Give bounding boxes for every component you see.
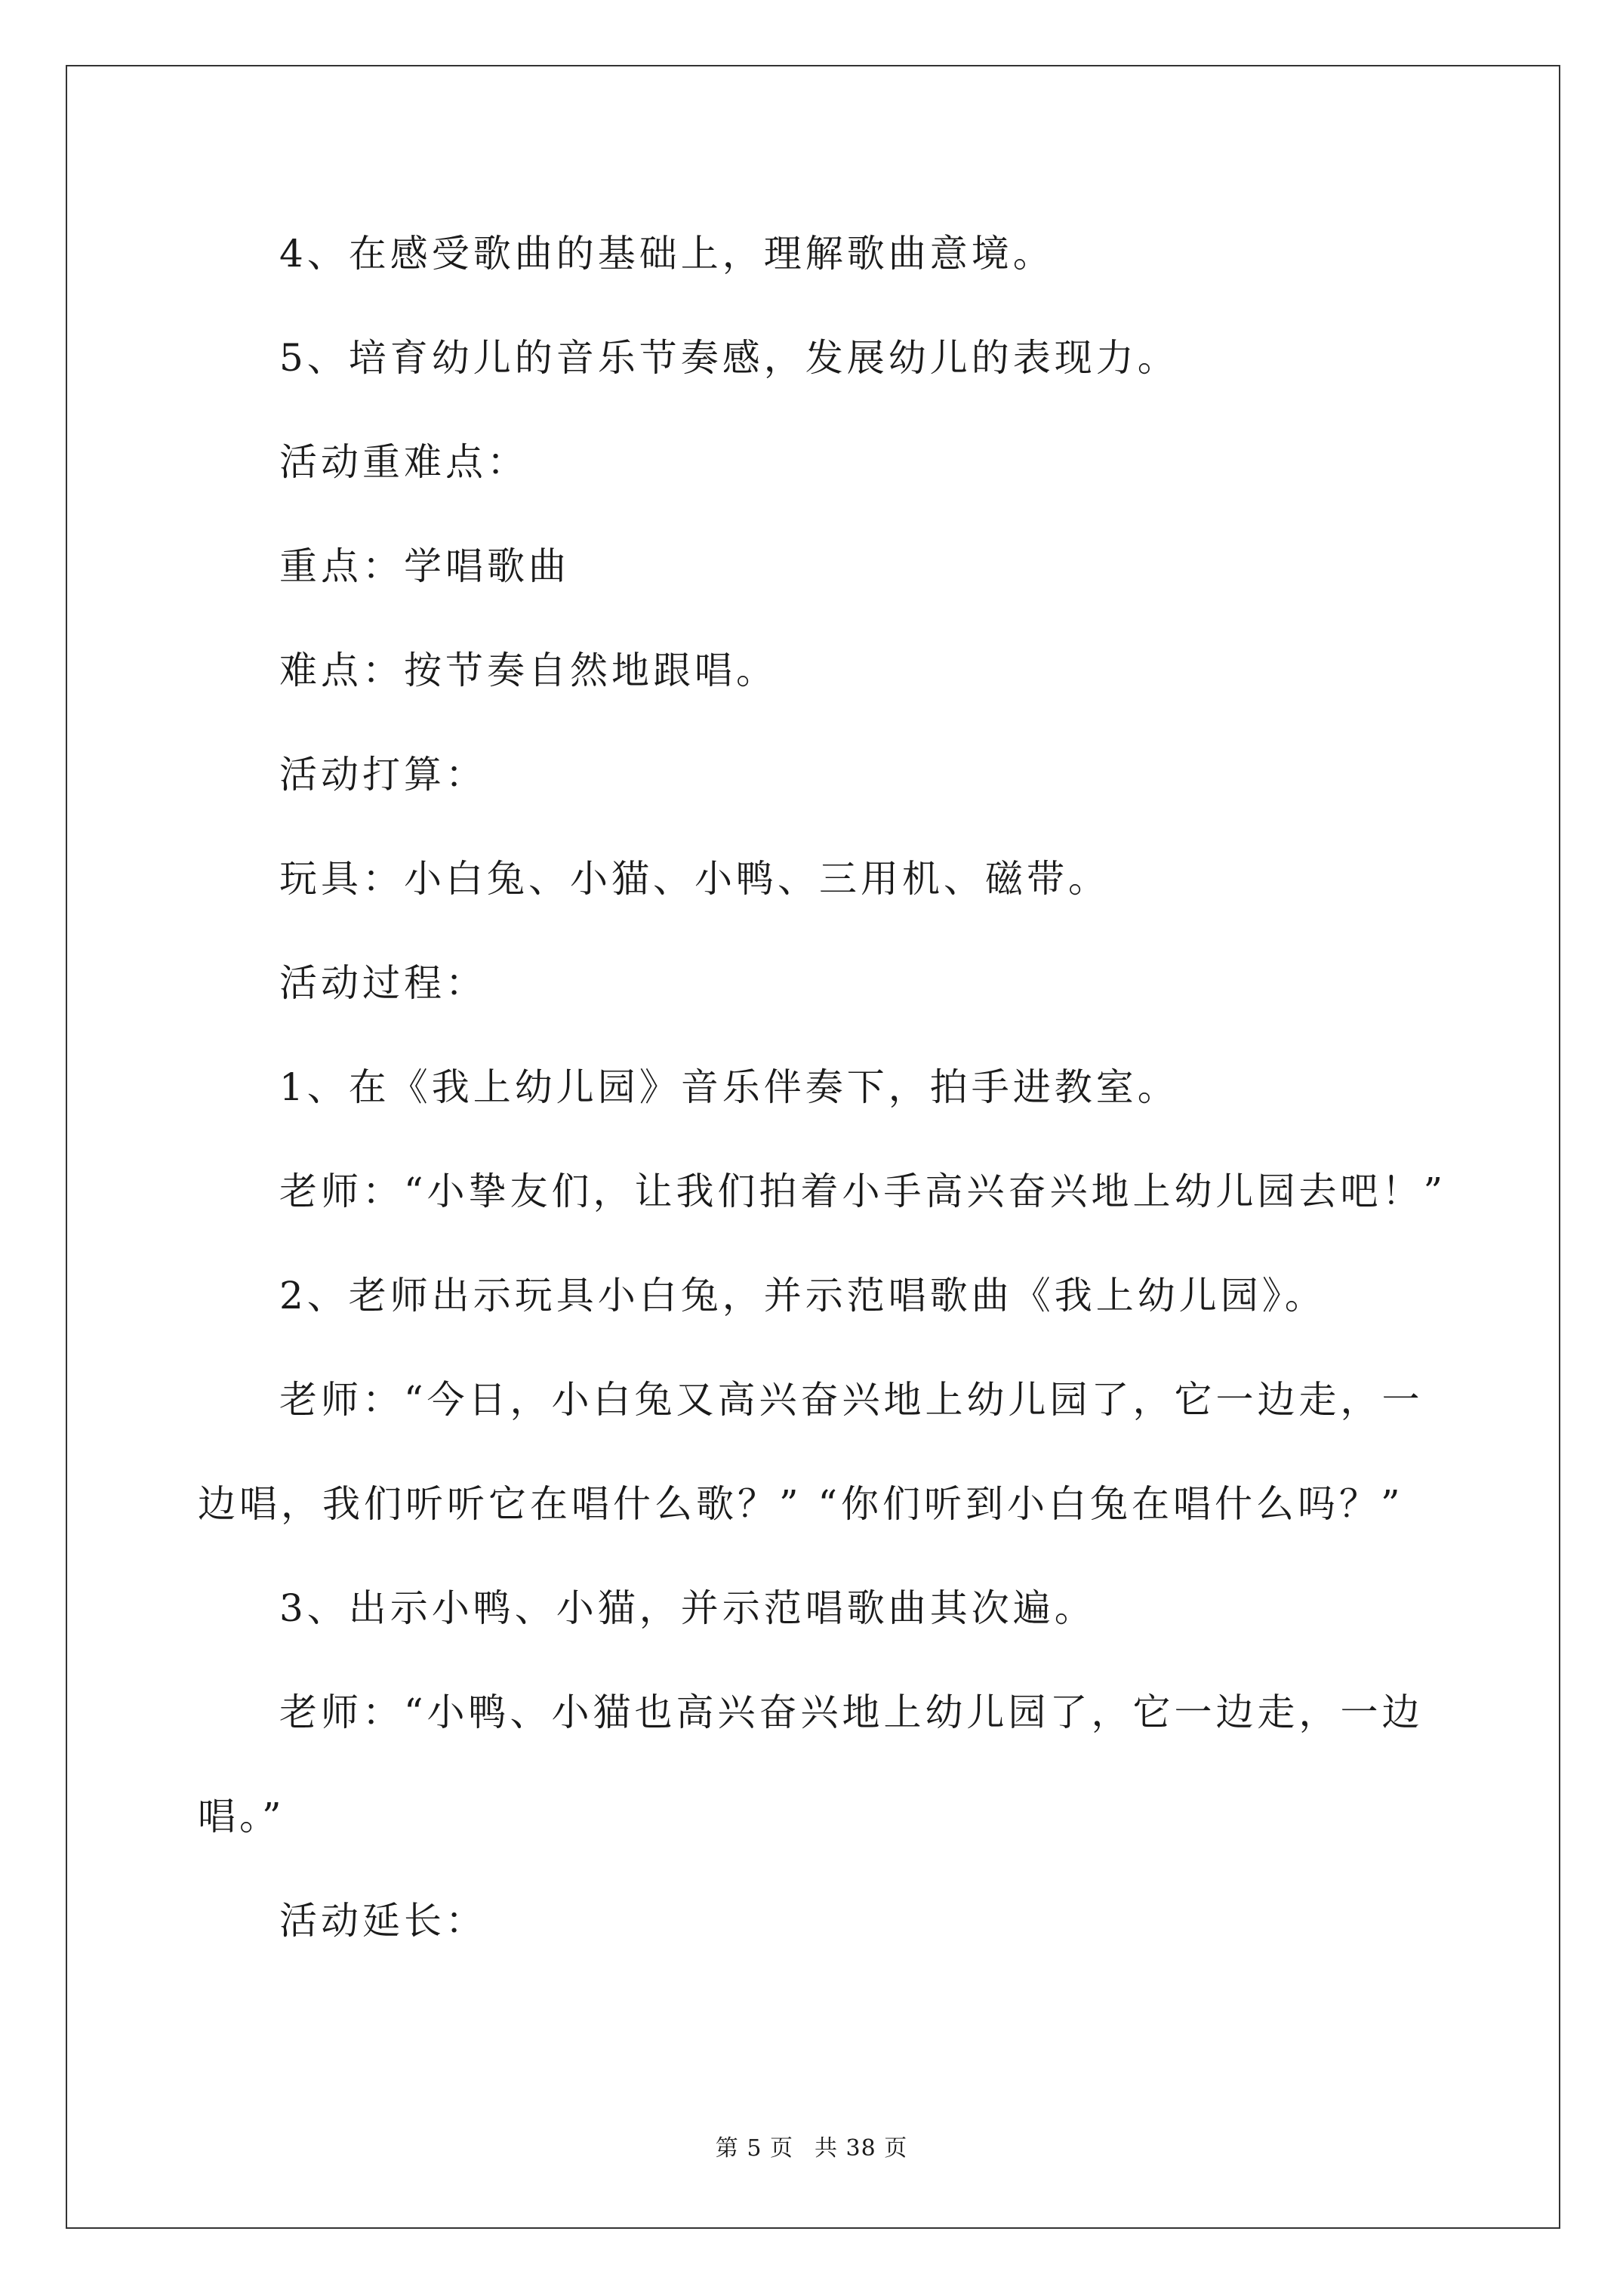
page-total: 共 38 页	[814, 2135, 908, 2162]
paragraph-teacher-2-line-1: 老师：“今日，小白兔又高兴奋兴地上幼儿园了，它一边走，一	[279, 1378, 1424, 1422]
paragraph-teacher-3-line-1: 老师：“小鸭、小猫也高兴奋兴地上幼儿园了，它一边走，一边	[279, 1690, 1424, 1734]
paragraph-step-2: 2、老师出示玩具小白兔，并示范唱歌曲《我上幼儿园》。	[279, 1274, 1326, 1318]
paragraph-goal-5: 5、培育幼儿的音乐节奏感，发展幼儿的表现力。	[279, 336, 1179, 380]
page-footer	[0, 2134, 1623, 2164]
paragraph-difficulty: 难点：按节奏自然地跟唱。	[279, 649, 778, 692]
heading-process: 活动过程：	[279, 961, 487, 1005]
paragraph-step-3: 3、出示小鸭、小猫，并示范唱歌曲其次遍。	[279, 1586, 1096, 1630]
paragraph-teacher-3-line-2: 唱。”	[198, 1795, 285, 1838]
paragraph-teacher-2-line-2: 边唱，我们听听它在唱什么歌？” “你们听到小白兔在唱什么吗？”	[198, 1482, 1404, 1526]
paragraph-step-1: 1、在《我上幼儿园》音乐伴奏下，拍手进教室。	[279, 1065, 1179, 1109]
paragraph-key-point: 重点：学唱歌曲	[279, 544, 570, 588]
heading-key-points: 活动重难点：	[279, 440, 528, 484]
heading-preparation: 活动打算：	[279, 753, 487, 797]
page-number: 第 5 页	[715, 2135, 793, 2162]
paragraph-teacher-1: 老师：“小挚友们，让我们拍着小手高兴奋兴地上幼儿园去吧！”	[279, 1170, 1447, 1213]
paragraph-goal-4: 4、在感受歌曲的基础上，理解歌曲意境。	[279, 232, 1055, 276]
heading-extension: 活动延长：	[279, 1899, 487, 1943]
paragraph-toys: 玩具：小白兔、小猫、小鸭、三用机、磁带。	[279, 857, 1110, 901]
